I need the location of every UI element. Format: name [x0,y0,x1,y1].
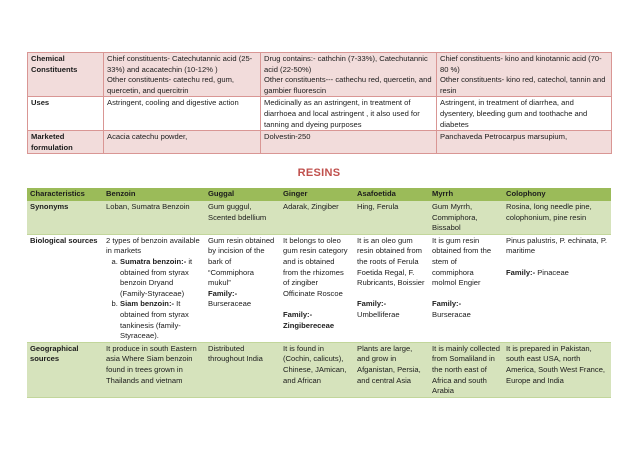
row-head-chemical-constituents: Chemical Constituents [28,53,104,97]
column-header: Myrrh [429,188,503,201]
row-head-uses: Uses [28,97,104,131]
column-header: Ginger [280,188,354,201]
table-cell [103,234,205,342]
cell-text: Other constituents--- cathechu red, quercetin, and gambier fluorescin [264,75,432,95]
family-label: Family:- [283,309,313,319]
list-item [120,299,202,341]
cell-text: Other constituents- kino red, catechol, tannin and resin [440,75,606,95]
benzoin-types-list [106,257,202,342]
resins-table [27,188,611,398]
list-item-text: it obtained from styrax benzoin Dryand (Family-Styraceae) [120,256,193,298]
table-cell: It is found in (Cochin, calicuts), Chinese, JAmican, and African [280,342,354,397]
table-cell [503,234,611,342]
family-name: Burseraceae [208,299,252,309]
table-cell [104,53,261,97]
family-name: Pinaceae [535,267,569,277]
row-head-biological-sources: Biological sources [27,234,103,342]
table-cell [205,234,280,342]
list-item-label: Sumatra benzoin:- [120,256,187,266]
list-item-label: Siam benzoin:- [120,299,175,309]
column-header: Characteristics [27,188,103,201]
table-cell: Astringent, in treatment of diarrhea, and dysentery, bleeding gum and toothache and diabetes [437,97,612,131]
table-header-row [27,188,611,201]
cell-text: It is an oleo gum resin obtained from the roots of Ferula Foetida Regal, F. Rubricants, Boissier [357,235,425,288]
column-header: Asafoetida [354,188,429,201]
column-header: Guggal [205,188,280,201]
table-row [28,53,612,97]
cell-text: It is gum resin obtained from the stem of commiphora molmol Engier [432,235,492,288]
cell-text: It belongs to oleo gum resin category and is obtained from the rhizomes of zingiber Officinate Roscoe [283,235,348,298]
table-cell: It is mainly collected from Somaliland in the north east of Africa and south Arabia [429,342,503,397]
column-header: Colophony [503,188,611,201]
cell-text: Other constituents- catechu red, gum, quercetin, and quercitrin [107,75,235,95]
family-label: Family:- [506,267,536,277]
family-label: Family:- [357,299,387,309]
cell-text: Chief constituents- kino and kinotannic acid (70-80 %) [440,54,602,74]
table-cell [437,53,612,97]
catechu-comparison-table [27,52,612,154]
list-item [120,257,202,299]
table-row [28,97,612,131]
section-heading: RESINS [297,167,341,179]
table-row [27,342,611,397]
row-head-synonyms: Synonyms [27,201,103,234]
table-row [28,131,612,154]
table-cell: Gum Myrrh, Commiphora, Bissabol [429,201,503,234]
table-cell: Rosina, long needle pine, colophonium, pine resin [503,201,611,234]
table-cell: Adarak, Zingiber [280,201,354,234]
table-row [27,234,611,342]
family-label: Family:- [432,299,462,309]
row-head-geographical-sources: Geographical sources [27,342,103,397]
table-cell: Panchaveda Petrocarpus marsupium, [437,131,612,154]
family-name: Burseracae [432,309,471,319]
table-cell: Astringent, cooling and digestive action [104,97,261,131]
cell-text: Drug contains:- cathchin (7-33%), Catechutannic acid (22-50%) [264,54,428,74]
cell-text: Chief constituents- Catechutannic acid (25-33%) and acacatechin (10-12% ) [107,54,253,74]
table-cell: Plants are large, and grow in Afganistan, Persia, and central Asia [354,342,429,397]
table-cell: Hing, Ferula [354,201,429,234]
table-cell: It is prepared in Pakistan, south east USA, north America, South West France, Europe and India [503,342,611,397]
table-cell: Medicinally as an astringent, in treatment of diarrhoea and local astringent , it also used for tanning and dyeing purposes [261,97,437,131]
table-cell [261,53,437,97]
column-header: Benzoin [103,188,205,201]
family-name: Umbelliferae [357,309,400,319]
list-item-text: It obtained from styrax tankinesis (family-Styraceae). [120,299,189,341]
cell-text: 2 types of benzoin available in markets [106,235,200,256]
cell-text: Gum resin obtained by incision of the bark of “Commiphora mukul” [208,235,275,288]
table-cell [429,234,503,342]
table-cell: Dolvestin-250 [261,131,437,154]
table-cell [280,234,354,342]
table-cell [354,234,429,342]
table-row [27,201,611,234]
table-cell: Acacia catechu powder, [104,131,261,154]
family-name: Zingibereceae [283,320,335,330]
cell-text: Pinus palustris, P. echinata, P. maritime [506,235,608,256]
table-cell: Gum guggul, Scented bdellium [205,201,280,234]
table-cell: Distributed throughout India [205,342,280,397]
table-cell: Loban, Sumatra Benzoin [103,201,205,234]
table-cell: It produce in south Eastern asia Where Siam benzoin found in trees grown in Thailands and vietnam [103,342,205,397]
row-head-marketed-formulation: Marketed formulation [28,131,104,154]
family-label: Family:- [208,288,238,298]
